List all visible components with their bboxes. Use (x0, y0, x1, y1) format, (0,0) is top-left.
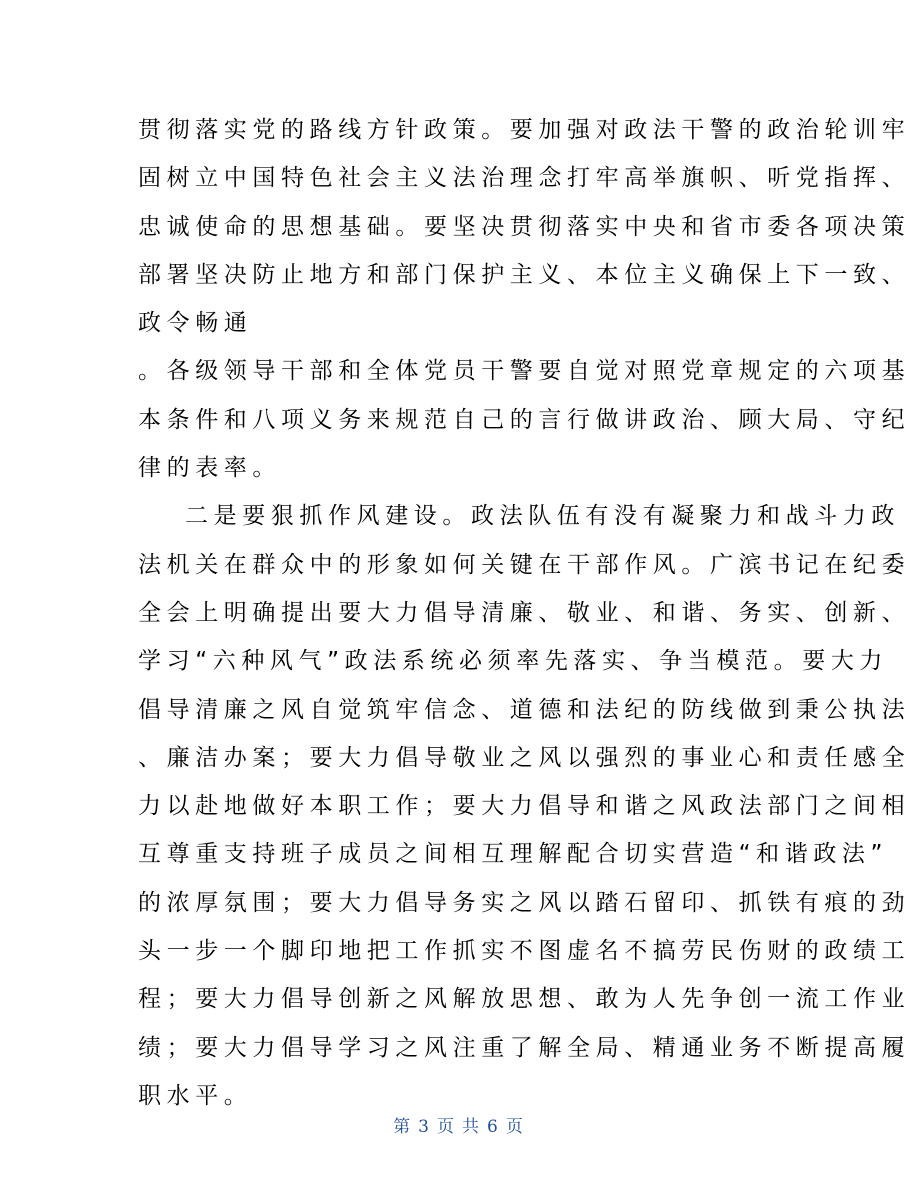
text-line: 忠诚使命的思想基础。要坚决贯彻落实中央和省市委各项决策 (138, 213, 911, 240)
total-pages-number: 6 (487, 1117, 502, 1137)
footer-prefix: 第 (393, 1117, 415, 1137)
text-line: 倡导清廉之风自觉筑牢信念、道德和法纪的防线做到秉公执法 (138, 696, 911, 723)
text-line: 固树立中国特色社会主义法治理念打牢高举旗帜、听党指挥、 (138, 165, 911, 192)
body-text (138, 106, 911, 1120)
text-line: 的浓厚氛围；要大力倡导务实之风以踏石留印、抓铁有痕的劲 (138, 889, 911, 916)
text-line: 绩；要大力倡导学习之风注重了解全局、精通业务不断提高履 (138, 1034, 911, 1061)
text-line: 本条件和八项义务来规范自己的言行做讲政治、顾大局、守纪 (138, 406, 911, 433)
text-line: 法机关在群众中的形象如何关键在干部作风。广滨书记在纪委 (138, 551, 911, 578)
text-line: 律的表率。 (138, 455, 281, 482)
footer-total-word: 共 (462, 1117, 483, 1137)
text-line: 、廉洁办案；要大力倡导敬业之风以强烈的事业心和责任感全 (138, 744, 911, 771)
text-line: 职水平。 (138, 1082, 253, 1109)
text-line: 程；要大力倡导创新之风解放思想、敢为人先争创一流工作业 (138, 986, 911, 1013)
text-line: 互尊重支持班子成员之间相互理解配合切实营造“和谐政法” (138, 841, 889, 868)
footer-suffix: 页 (505, 1117, 527, 1137)
footer-page-word: 页 (437, 1117, 458, 1137)
text-line: 全会上明确提出要大力倡导清廉、敬业、和谐、务实、创新、 (138, 599, 911, 626)
text-line: 力以赴地做好本职工作；要大力倡导和谐之风政法部门之间相 (138, 793, 911, 820)
text-line: 。各级领导干部和全体党员干警要自觉对照党章规定的六项基 (138, 358, 911, 385)
text-line: 学习“六种风气”政法系统必须率先落实、争当模范。要大力 (138, 648, 889, 675)
text-line: 贯彻落实党的路线方针政策。要加强对政法干警的政治轮训牢 (138, 117, 911, 143)
page-footer (0, 1112, 920, 1137)
text-line: 政令畅通 (138, 310, 253, 337)
text-line: 头一步一个脚印地把工作抓实不图虚名不搞劳民伤财的政绩工 (138, 938, 911, 965)
current-page-number: 3 (418, 1117, 433, 1137)
text-line: 部署坚决防止地方和部门保护主义、本位主义确保上下一致、 (138, 261, 911, 288)
paragraph-start-line: 二是要狠抓作风建设。政法队伍有没有凝聚力和战斗力政 (185, 503, 900, 530)
